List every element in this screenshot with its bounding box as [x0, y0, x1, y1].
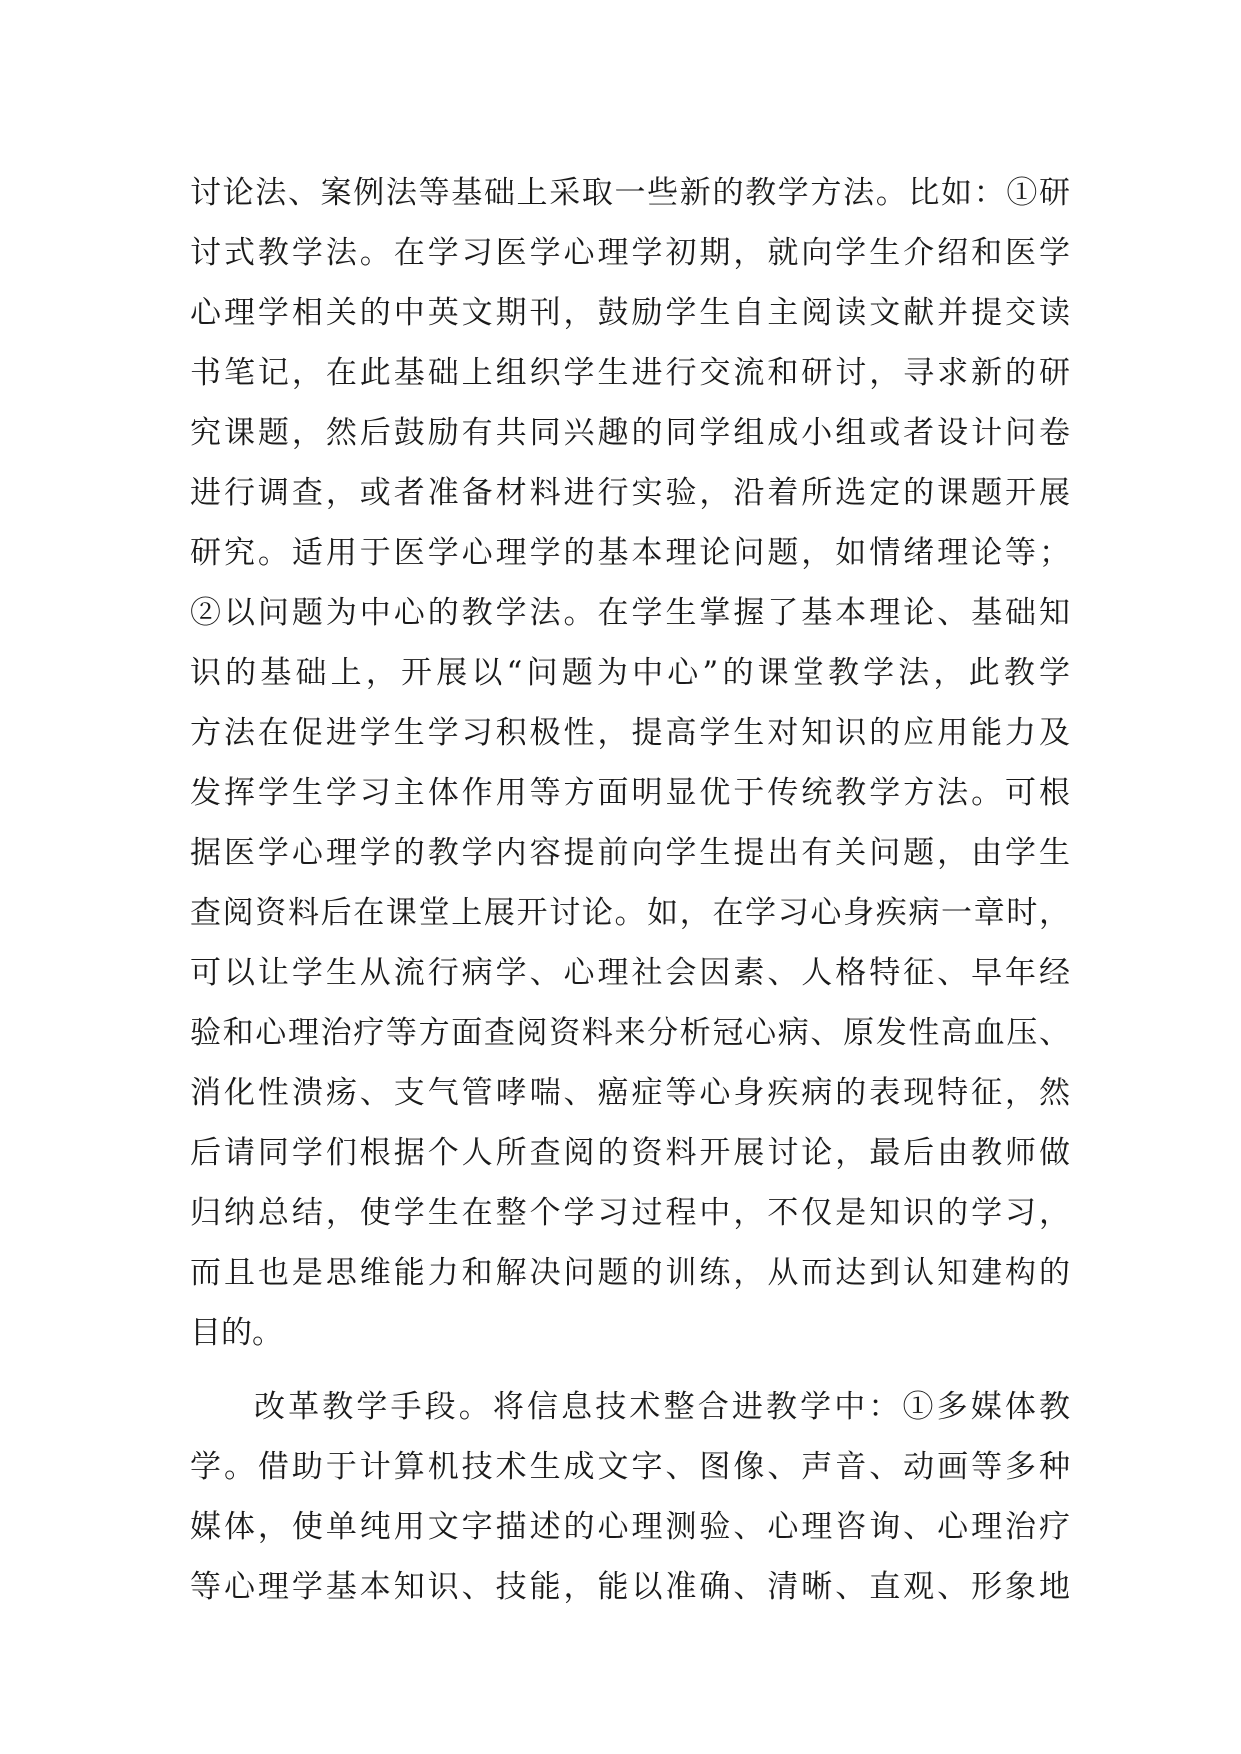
text-line: 心理学相关的中英文期刊，鼓励学生自主阅读文献并提交读	[190, 295, 1070, 331]
text-line: 而且也是思维能力和解决问题的训练，从而达到认知建构的	[190, 1255, 1070, 1291]
text-line: 讨论法、案例法等基础上采取一些新的教学方法。比如：①研	[190, 175, 1070, 211]
text-line: 查阅资料后在课堂上展开讨论。如，在学习心身疾病一章时，	[190, 895, 1070, 931]
text-line: 目的。	[190, 1315, 283, 1351]
text-line: 方法在促进学生学习积极性，提高学生对知识的应用能力及	[190, 715, 1070, 751]
text-line: 研究。适用于医学心理学的基本理论问题，如情绪理论等；	[190, 535, 1070, 571]
text-line: 识的基础上，开展以“问题为中心”的课堂教学法，此教学	[190, 655, 1070, 691]
text-line: 消化性溃疡、支气管哮喘、癌症等心身疾病的表现特征，然	[190, 1075, 1070, 1111]
text-line: 学。借助于计算机技术生成文字、图像、声音、动画等多种	[190, 1449, 1070, 1485]
text-line: 发挥学生学习主体作用等方面明显优于传统教学方法。可根	[190, 775, 1070, 811]
text-line: 后请同学们根据个人所查阅的资料开展讨论，最后由教师做	[190, 1135, 1070, 1171]
text-line: 可以让学生从流行病学、心理社会因素、人格特征、早年经	[190, 955, 1070, 991]
text-line: 究课题，然后鼓励有共同兴趣的同学组成小组或者设计问卷	[190, 415, 1070, 451]
text-line: 改革教学手段。将信息技术整合进教学中：①多媒体教	[254, 1389, 1070, 1425]
text-line: 书笔记，在此基础上组织学生进行交流和研讨，寻求新的研	[190, 355, 1070, 391]
paragraph-teaching-methods	[190, 163, 1070, 1363]
text-line: 验和心理治疗等方面查阅资料来分析冠心病、原发性高血压、	[190, 1015, 1070, 1051]
text-line: 归纳总结，使学生在整个学习过程中，不仅是知识的学习，	[190, 1195, 1070, 1231]
text-line: 进行调查，或者准备材料进行实验，沿着所选定的课题开展	[190, 475, 1070, 511]
text-line: ②以问题为中心的教学法。在学生掌握了基本理论、基础知	[190, 595, 1070, 631]
text-line: 等心理学基本知识、技能，能以准确、清晰、直观、形象地	[190, 1569, 1070, 1605]
body-text	[190, 163, 1070, 1617]
paragraph-spacer	[190, 1363, 1070, 1377]
text-line: 讨式教学法。在学习医学心理学初期，就向学生介绍和医学	[190, 235, 1070, 271]
paragraph-teaching-means	[190, 1377, 1070, 1617]
text-line: 据医学心理学的教学内容提前向学生提出有关问题，由学生	[190, 835, 1070, 871]
text-line: 媒体，使单纯用文字描述的心理测验、心理咨询、心理治疗	[190, 1509, 1070, 1545]
